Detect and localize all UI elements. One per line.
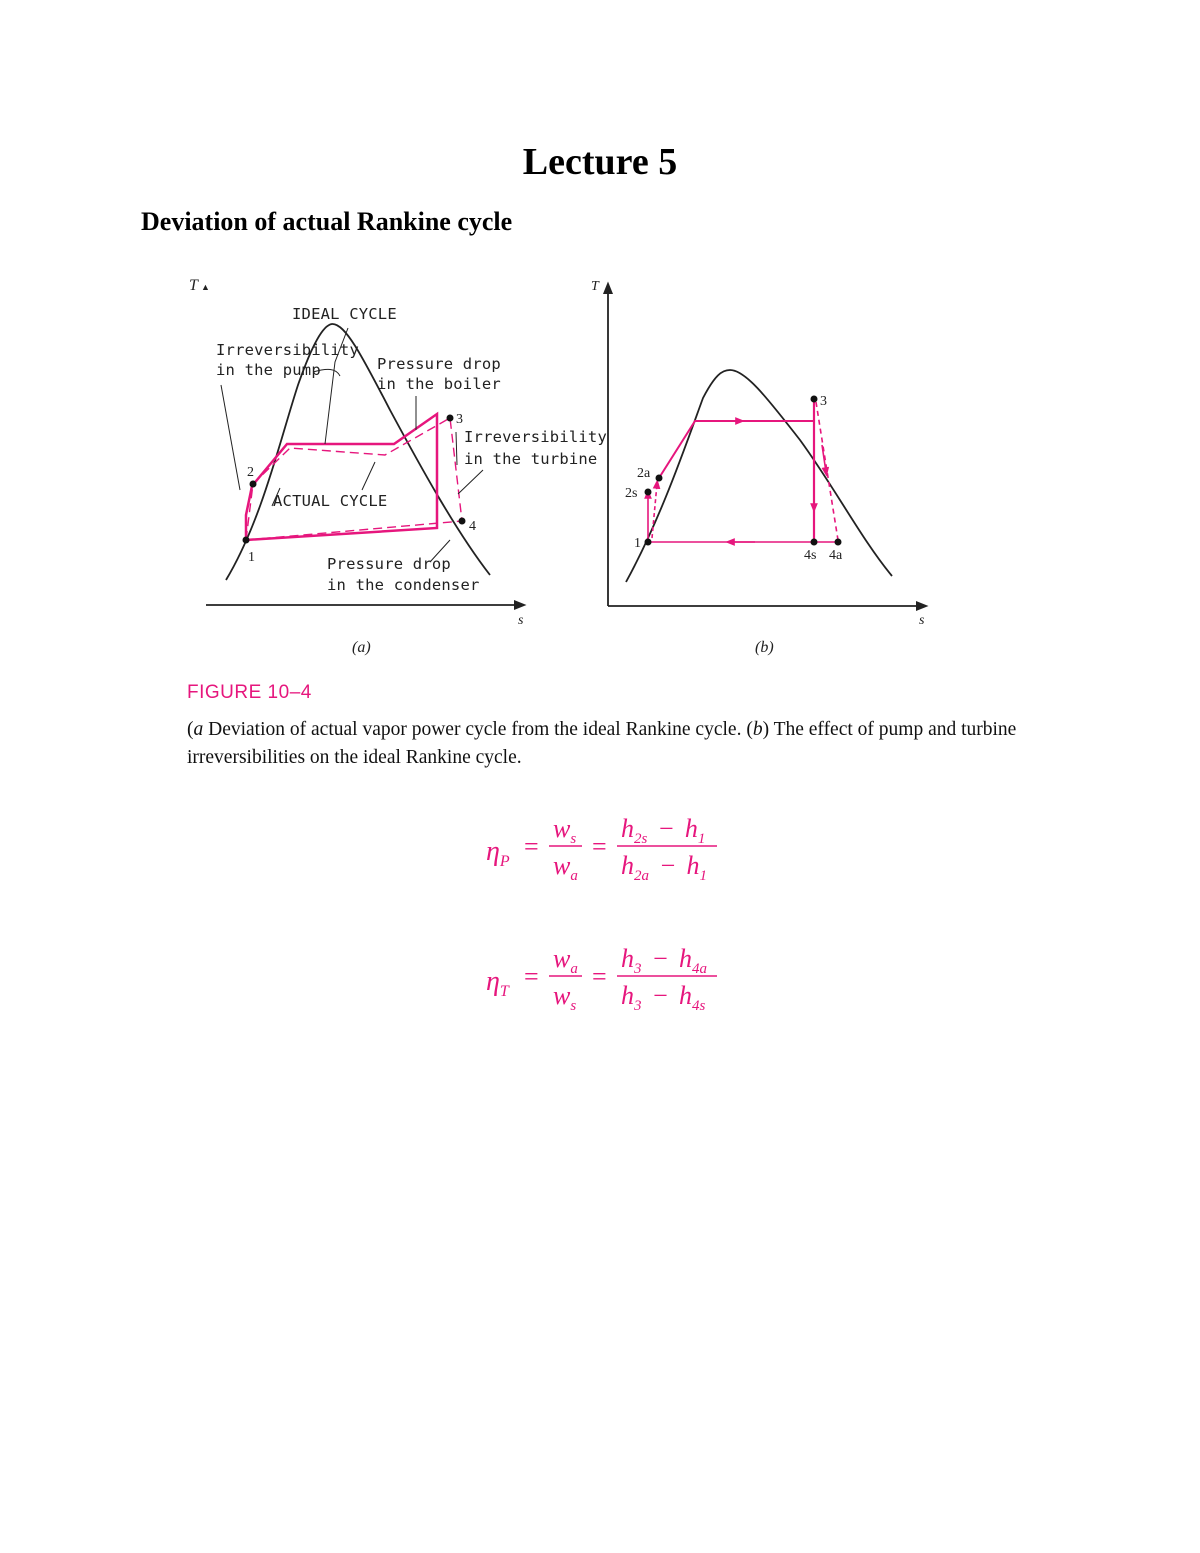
panel-b-point-3 xyxy=(811,396,818,403)
caption-b-label: b xyxy=(752,719,763,740)
h2s-minus-h1: $h_{2s} - h_1$ xyxy=(621,814,706,847)
leader-pump xyxy=(221,385,240,490)
label-boiler-1: Pressure drop xyxy=(377,355,501,373)
panel-a-point-3 xyxy=(447,415,454,422)
equals-4: = xyxy=(592,962,607,991)
page-title: Lecture 5 xyxy=(522,141,678,183)
h2a-minus-h1: $h_{2a} - h_1$ xyxy=(621,851,708,884)
pump-efficiency-equation xyxy=(486,814,717,884)
caption-b-text: ) The effect of pump and turbine irreversibilities on the ideal Rankine cycle. xyxy=(187,719,1017,768)
caption-a-text: Deviation of actual vapor power cycle from the ideal Rankine cycle. ( xyxy=(203,719,753,740)
panel-a-y-axis-label: T xyxy=(189,277,198,294)
figure-number: FIGURE 10–4 xyxy=(187,682,312,703)
label-pump-1: Irreversibility xyxy=(216,341,359,359)
panel-b-saturation-dome xyxy=(626,370,892,582)
panel-a-point-2-label: 2 xyxy=(247,465,254,480)
panel-b-point-1 xyxy=(645,539,652,546)
leader-actual-cycle xyxy=(362,462,375,490)
panel-b-label: (b) xyxy=(755,639,774,656)
panel-a-point-2 xyxy=(250,481,257,488)
panel-b-point-4a-label: 4a xyxy=(829,548,843,563)
panel-b-point-3-label: 3 xyxy=(820,394,827,409)
panel-a-x-axis-label: s xyxy=(518,613,524,628)
eta-t-symbol: $\eta_T$ xyxy=(486,966,509,1000)
label-turbine-1: Irreversibility xyxy=(464,428,607,446)
label-ideal-cycle: IDEAL CYCLE xyxy=(292,305,397,323)
panel-a-ideal-cycle xyxy=(246,414,437,540)
label-condenser-1: Pressure drop xyxy=(327,555,451,573)
section-heading: Deviation of actual Rankine cycle xyxy=(141,207,513,236)
h3-minus-h4s: $h_3 - h_{4s}$ xyxy=(621,981,706,1014)
panel-b-turbine-actual xyxy=(816,402,838,540)
panel-b-point-4s-label: 4s xyxy=(804,548,817,563)
panel-b-point-1-label: 1 xyxy=(634,536,641,551)
equals-3: = xyxy=(524,962,539,991)
equals-2: = xyxy=(592,832,607,861)
panel-b-heating xyxy=(659,399,814,478)
panel-a-y-axis-arrow: ▲ xyxy=(201,282,210,292)
panel-a-point-4 xyxy=(459,518,466,525)
label-condenser-2: in the condenser xyxy=(327,576,480,594)
ws-denominator: $w_s$ xyxy=(553,981,577,1014)
h3-minus-h4a: $h_3 - h_{4a}$ xyxy=(621,944,708,977)
figure-caption: (a Deviation of actual vapor power cycle from the ideal Rankine cycle. (b) The effect of pump and turbine irreversibilities on the ideal Rankine cycle. xyxy=(187,719,1017,768)
panel-b-point-2s-label: 2s xyxy=(625,486,638,501)
ws-numerator: $w_s$ xyxy=(553,814,577,847)
leader-turbine-2 xyxy=(456,432,457,465)
panel-a-point-3-label: 3 xyxy=(456,412,463,427)
panel-b-point-4s xyxy=(811,539,818,546)
panel-b-point-2s xyxy=(645,489,652,496)
efficiency-equations xyxy=(0,790,1200,1040)
leader-turbine xyxy=(458,470,483,494)
wa-numerator: $w_a$ xyxy=(553,944,578,977)
caption-a-label: a xyxy=(193,719,204,740)
panel-a-label: (a) xyxy=(352,639,371,656)
eta-p-symbol: $\eta_P$ xyxy=(486,836,510,870)
panel-a-actual-cycle xyxy=(246,418,462,540)
panel-a-point-4-label: 4 xyxy=(469,519,476,534)
panel-b-point-4a xyxy=(835,539,842,546)
panel-b-x-axis-label: s xyxy=(919,613,925,628)
label-turbine-2: in the turbine xyxy=(464,450,598,468)
equals-1: = xyxy=(524,832,539,861)
panel-b-point-2a xyxy=(656,475,663,482)
panel-b-point-2a-label: 2a xyxy=(637,466,651,481)
panel-b-y-axis-label: T xyxy=(591,279,599,294)
panel-b xyxy=(591,279,926,656)
panel-a-point-1-label: 1 xyxy=(248,550,255,565)
panel-a-point-1 xyxy=(243,537,250,544)
label-pump-2: in the pump xyxy=(216,361,321,379)
label-actual-cycle: ACTUAL CYCLE xyxy=(273,492,388,510)
wa-denominator: $w_a$ xyxy=(553,851,578,884)
rankine-figure xyxy=(0,0,1200,670)
turbine-efficiency-equation xyxy=(486,944,717,1014)
panel-b-pump-actual xyxy=(652,484,657,538)
label-boiler-2: in the boiler xyxy=(377,375,501,393)
panel-a xyxy=(189,277,607,656)
